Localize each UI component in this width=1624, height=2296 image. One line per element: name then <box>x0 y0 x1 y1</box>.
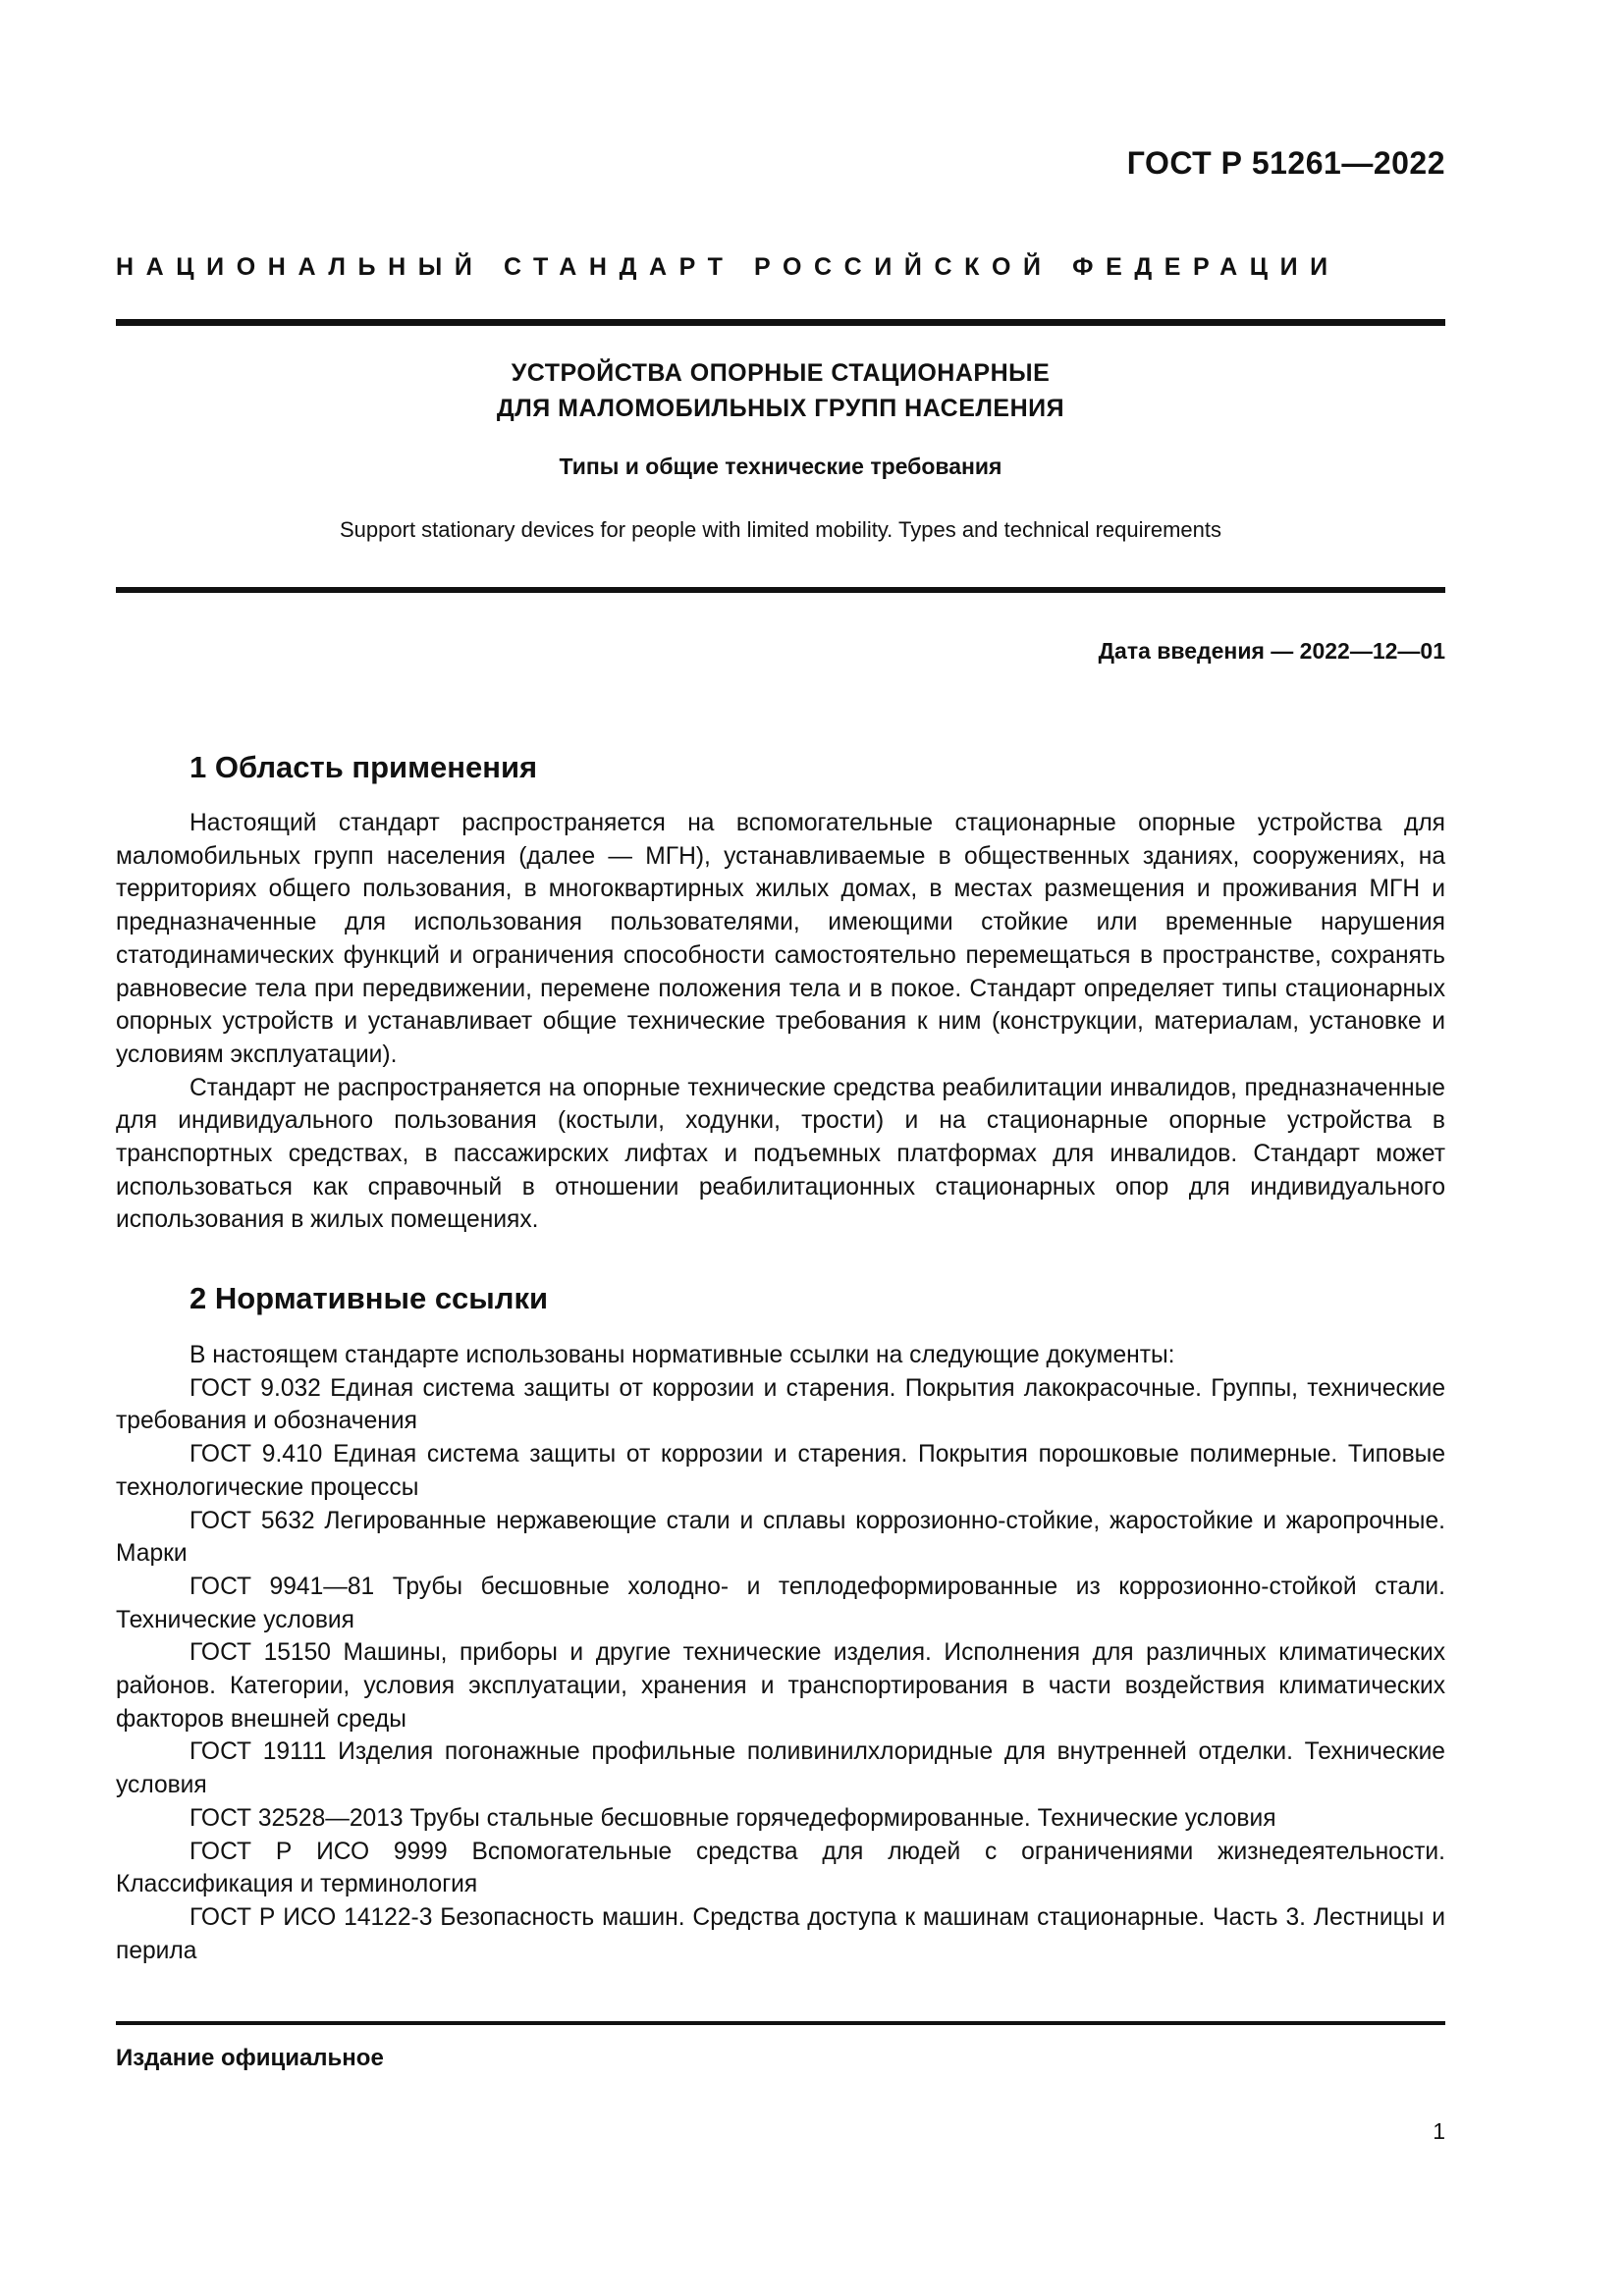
english-title: Support stationary devices for people with limited mobility. Types and technical requirements <box>340 517 1221 542</box>
standard-code: ГОСТ Р 51261—2022 <box>1126 145 1445 181</box>
page-number: 1 <box>1433 2118 1445 2144</box>
document-subtitle: Типы и общие технические требования <box>559 454 1002 479</box>
reference-item: ГОСТ 9941—81 Трубы бесшовные холодно- и теплодеформированные из коррозионно-стойкой стали. Технические условия <box>116 1573 1445 1633</box>
footer-rule-divider <box>116 2021 1445 2025</box>
official-edition-label: Издание официальное <box>116 2045 384 2071</box>
section-body-normative-references <box>116 1339 1445 1967</box>
section-heading-scope: 1 Область применения <box>189 750 538 784</box>
reference-item: ГОСТ Р ИСО 9999 Вспомогательные средства для людей с ограничениями жизнедеятельности. Классификация и терминология <box>116 1838 1445 1898</box>
paragraph: Стандарт не распространяется на опорные технические средства реабилитации инвалидов, предназначенные для индивидуального пользования (костыли, ходунки, трости) и на стационарные опорные устройства в транспортных средствах, в пассажирских лифтах и подъемных платформах для инвалидов. Стандарт может использоваться как справочный в отношении реабилитационных стационарных опор для индивидуального использования в жилых помещениях. <box>116 1074 1445 1234</box>
reference-item: ГОСТ 9.410 Единая система защиты от коррозии и старения. Покрытия порошковые полимерные. Типовые технологические процессы <box>116 1441 1445 1501</box>
introduction-date: Дата введения — 2022—12—01 <box>1098 638 1445 664</box>
document-page <box>116 0 1445 2296</box>
reference-item: ГОСТ 9.032 Единая система защиты от коррозии и старения. Покрытия лакокрасочные. Группы, технические требования и обозначения <box>116 1374 1445 1435</box>
title-line-1: УСТРОЙСТВА ОПОРНЫЕ СТАЦИОНАРНЫЕ <box>511 359 1051 387</box>
title-rule-divider <box>116 587 1445 593</box>
national-standard-banner: НАЦИОНАЛЬНЫЙ СТАНДАРТ РОССИЙСКОЙ ФЕДЕРАЦИИ <box>116 253 1340 281</box>
reference-item: ГОСТ 15150 Машины, приборы и другие технические изделия. Исполнения для различных климатических районов. Категории, условия эксплуатации, хранения и транспортирования в части воздействия климатических факторов внешней среды <box>116 1639 1445 1733</box>
reference-item: ГОСТ 19111 Изделия погонажные профильные поливинилхлоридные для внутренней отделки. Технические условия <box>116 1738 1445 1799</box>
paragraph: В настоящем стандарте использованы нормативные ссылки на следующие документы: <box>189 1342 1175 1368</box>
reference-item: ГОСТ 5632 Легированные нержавеющие стали и сплавы коррозионно-стойкие, жаростойкие и жаропрочные. Марки <box>116 1507 1445 1568</box>
reference-item: ГОСТ Р ИСО 14122-3 Безопасность машин. Средства доступа к машинам стационарные. Часть 3. Лестницы и перила <box>116 1903 1445 1964</box>
section-heading-normative-references: 2 Нормативные ссылки <box>189 1281 549 1315</box>
section-body-scope <box>116 807 1445 1237</box>
paragraph: Настоящий стандарт распространяется на вспомогательные стационарные опорные устройства для маломобильных групп населения (далее — МГН), устанавливаемые в общественных зданиях, сооружениях, на территориях общего пользования, в многоквартирных жилых домах, в местах размещения и проживания МГН и предназначенные для использования пользователями, имеющими стойкие или временные нарушения статодинамических функций и ограничения способности самостоятельно перемещаться в пространстве, сохранять равновесие тела при передвижении, перемене положения тела и в покое. Стандарт определяет типы стационарных опорных устройств и устанавливает общие технические требования к ним (конструкции, материалам, установке и условиям эксплуатации). <box>116 810 1445 1068</box>
top-rule-divider <box>116 319 1445 326</box>
document-title <box>116 355 1445 426</box>
title-line-2: ДЛЯ МАЛОМОБИЛЬНЫХ ГРУПП НАСЕЛЕНИЯ <box>496 395 1065 422</box>
reference-item: ГОСТ 32528—2013 Трубы стальные бесшовные горячедеформированные. Технические условия <box>189 1804 1276 1832</box>
